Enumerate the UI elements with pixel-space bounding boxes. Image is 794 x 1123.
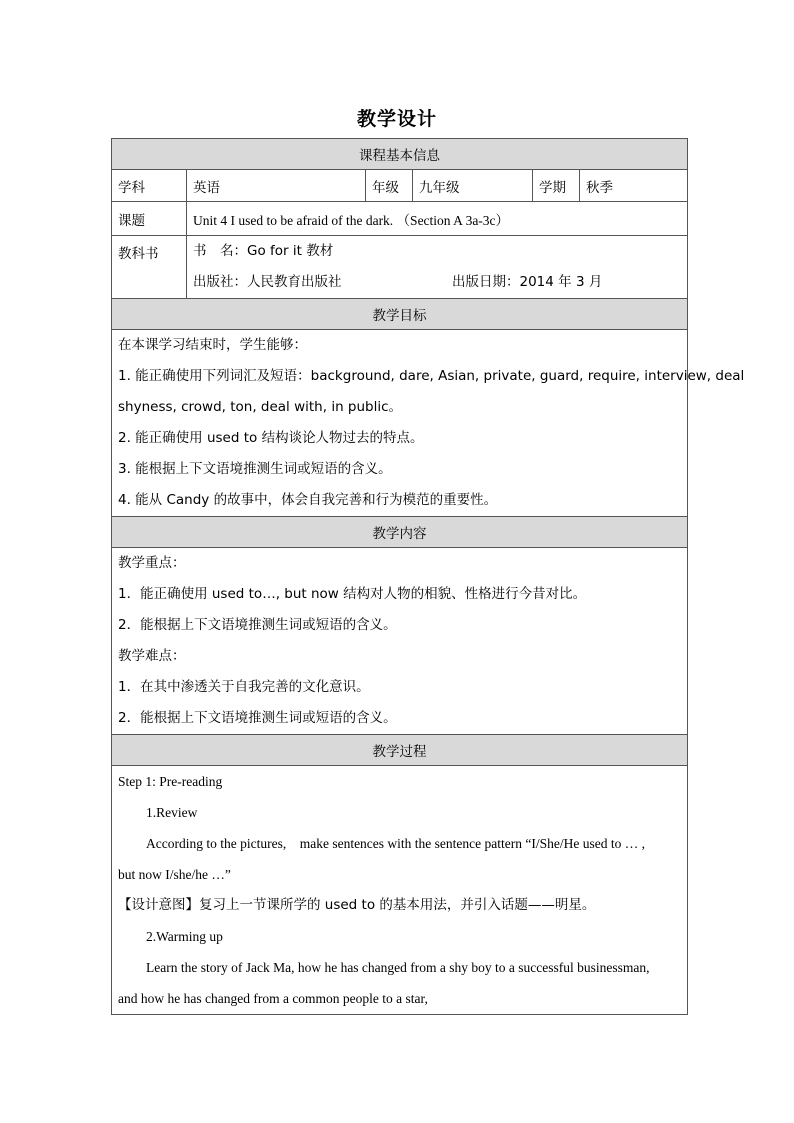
objective-line: 1. 能正确使用下列词汇及短语：background, dare, Asian, private, guard, require, interview, deal (118, 368, 745, 384)
objective-line: 3. 能根据上下文语境推测生词或短语的含义。 (118, 461, 392, 477)
topic-label: 课题 (112, 202, 187, 236)
publisher-row (193, 267, 681, 298)
textbook-label: 教科书 (112, 236, 187, 299)
subject-label: 学科 (112, 170, 187, 202)
topic-value: Unit 4 I used to be afraid of the dark. （Section A 3a-3c） (187, 202, 688, 236)
content-line: 2．能根据上下文语境推测生词或短语的含义。 (118, 710, 397, 726)
design-intent: 【设计意图】复习上一节课所学的 used to 的基本用法，并引入话题——明星。 (118, 897, 596, 913)
objective-line: 在本课学习结束时，学生能够： (118, 337, 307, 353)
warming-text: and how he has changed from a common people to a star, (118, 991, 428, 1006)
step-heading: Step 1: Pre-reading (118, 774, 223, 789)
content-line: 1．能正确使用 used to…, but now 结构对人物的相貌、性格进行今昔对比。 (118, 586, 587, 602)
section-header-objectives: 教学目标 (112, 299, 688, 330)
section-header-content: 教学内容 (112, 517, 688, 548)
review-heading: 1.Review (146, 805, 198, 820)
term-value: 秋季 (580, 170, 688, 202)
content-line: 教学难点： (118, 648, 186, 664)
section-header-basic-info: 课程基本信息 (112, 139, 688, 170)
term-label: 学期 (533, 170, 580, 202)
objective-line: 2. 能正确使用 used to 结构谈论人物过去的特点。 (118, 430, 424, 446)
content-line: 2．能根据上下文语境推测生词或短语的含义。 (118, 617, 397, 633)
grade-label: 年级 (366, 170, 413, 202)
objective-line: shyness, crowd, ton, deal with, in public。 (118, 399, 403, 415)
warming-heading: 2.Warming up (146, 929, 223, 944)
document-title: 教学设计 (356, 108, 437, 130)
review-text: but now I/she/he …” (118, 867, 231, 882)
textbook-name: 书 名：Go for it 教材 (193, 243, 334, 259)
objectives-body (112, 330, 745, 517)
subject-value: 英语 (187, 170, 366, 202)
process-body (112, 766, 688, 1015)
publication-date: 出版日期：2014 年 3 月 (452, 274, 603, 290)
content-line: 1．在其中渗透关于自我完善的文化意识。 (118, 679, 370, 695)
content-line: 教学重点： (118, 555, 186, 571)
review-text: According to the pictures, make sentences with the sentence pattern “I/She/He used to … , (146, 836, 645, 851)
lesson-plan-table (111, 138, 745, 1015)
warming-text: Learn the story of Jack Ma, how he has changed from a shy boy to a successful businessman, (146, 960, 650, 975)
textbook-info (187, 236, 688, 299)
objective-line: 4. 能从 Candy 的故事中，体会自我完善和行为模范的重要性。 (118, 492, 498, 508)
grade-value: 九年级 (413, 170, 533, 202)
section-header-process: 教学过程 (112, 735, 688, 766)
content-body (112, 548, 688, 735)
publisher: 出版社：人民教育出版社 (193, 274, 342, 290)
